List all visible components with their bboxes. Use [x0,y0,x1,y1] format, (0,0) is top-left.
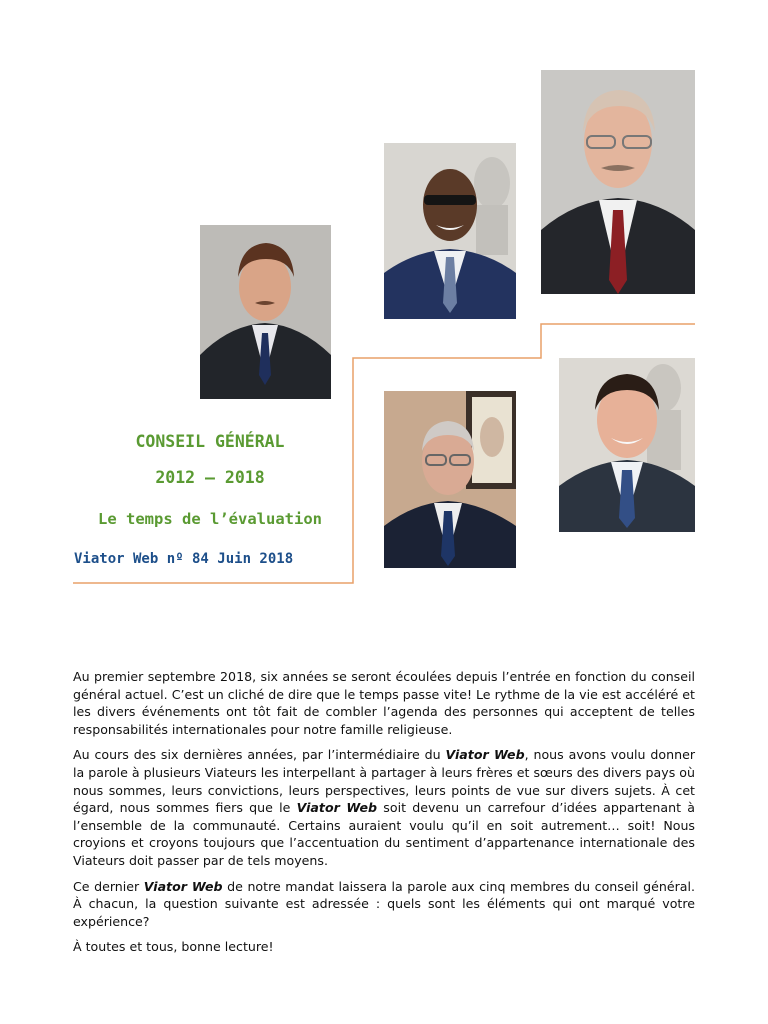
portrait-photo-3 [541,70,695,294]
subtitle-heading: Le temps de l’évaluation [98,510,322,528]
portrait-photo-2 [384,143,516,319]
issue-label: Viator Web nº 84 Juin 2018 [74,551,294,567]
portrait-photo-1 [200,225,331,399]
paragraph-3: Ce dernier Viator Web de notre mandat laissera la parole aux cinq membres du conseil général. À chacun, la question suivante est adressée : quels sont les éléments qui ont marqué votre expérience? [73,878,695,929]
portrait-photo-5 [559,358,695,532]
paragraph-1: Au premier septembre 2018, six années se seront écoulées depuis l’entrée en fonction du conseil général actuel. C’est un cliché de dire que le temps passe vite! Le rythme de la vie est accéléré et les divers événements ont tôt fait de combler l’agenda des personnes qui acceptent de telles responsabilités internationales pour notre famille religieuse. [73,669,695,737]
paragraph-4: À toutes et tous, bonne lecture! [73,939,274,955]
article-body [73,668,695,964]
portrait-photo-4 [384,391,516,568]
page-title: CONSEIL GÉNÉRAL [135,432,285,451]
paragraph-2: Au cours des six dernières années, par l’intermédiaire du Viator Web, nous avons voulu donner la parole à plusieurs Viateurs les interpellant à partager à leurs frères et sœurs des divers pays où nous sommes, leurs convictions, leurs perspectives, leurs points de vue sur divers sujets. À cet égard, nous sommes fiers que le Viator Web soit devenu un carrefour d’idées appartenant à l’ensemble de la communauté. Certains auraient voulu qu’il en soit autrement… soit! Nous croyions et croyons toujours que l’accentuation du sentiment d’appartenance internationale des Viateurs doit passer par de tels moyens. [73,747,696,868]
years-heading: 2012 – 2018 [155,468,265,487]
